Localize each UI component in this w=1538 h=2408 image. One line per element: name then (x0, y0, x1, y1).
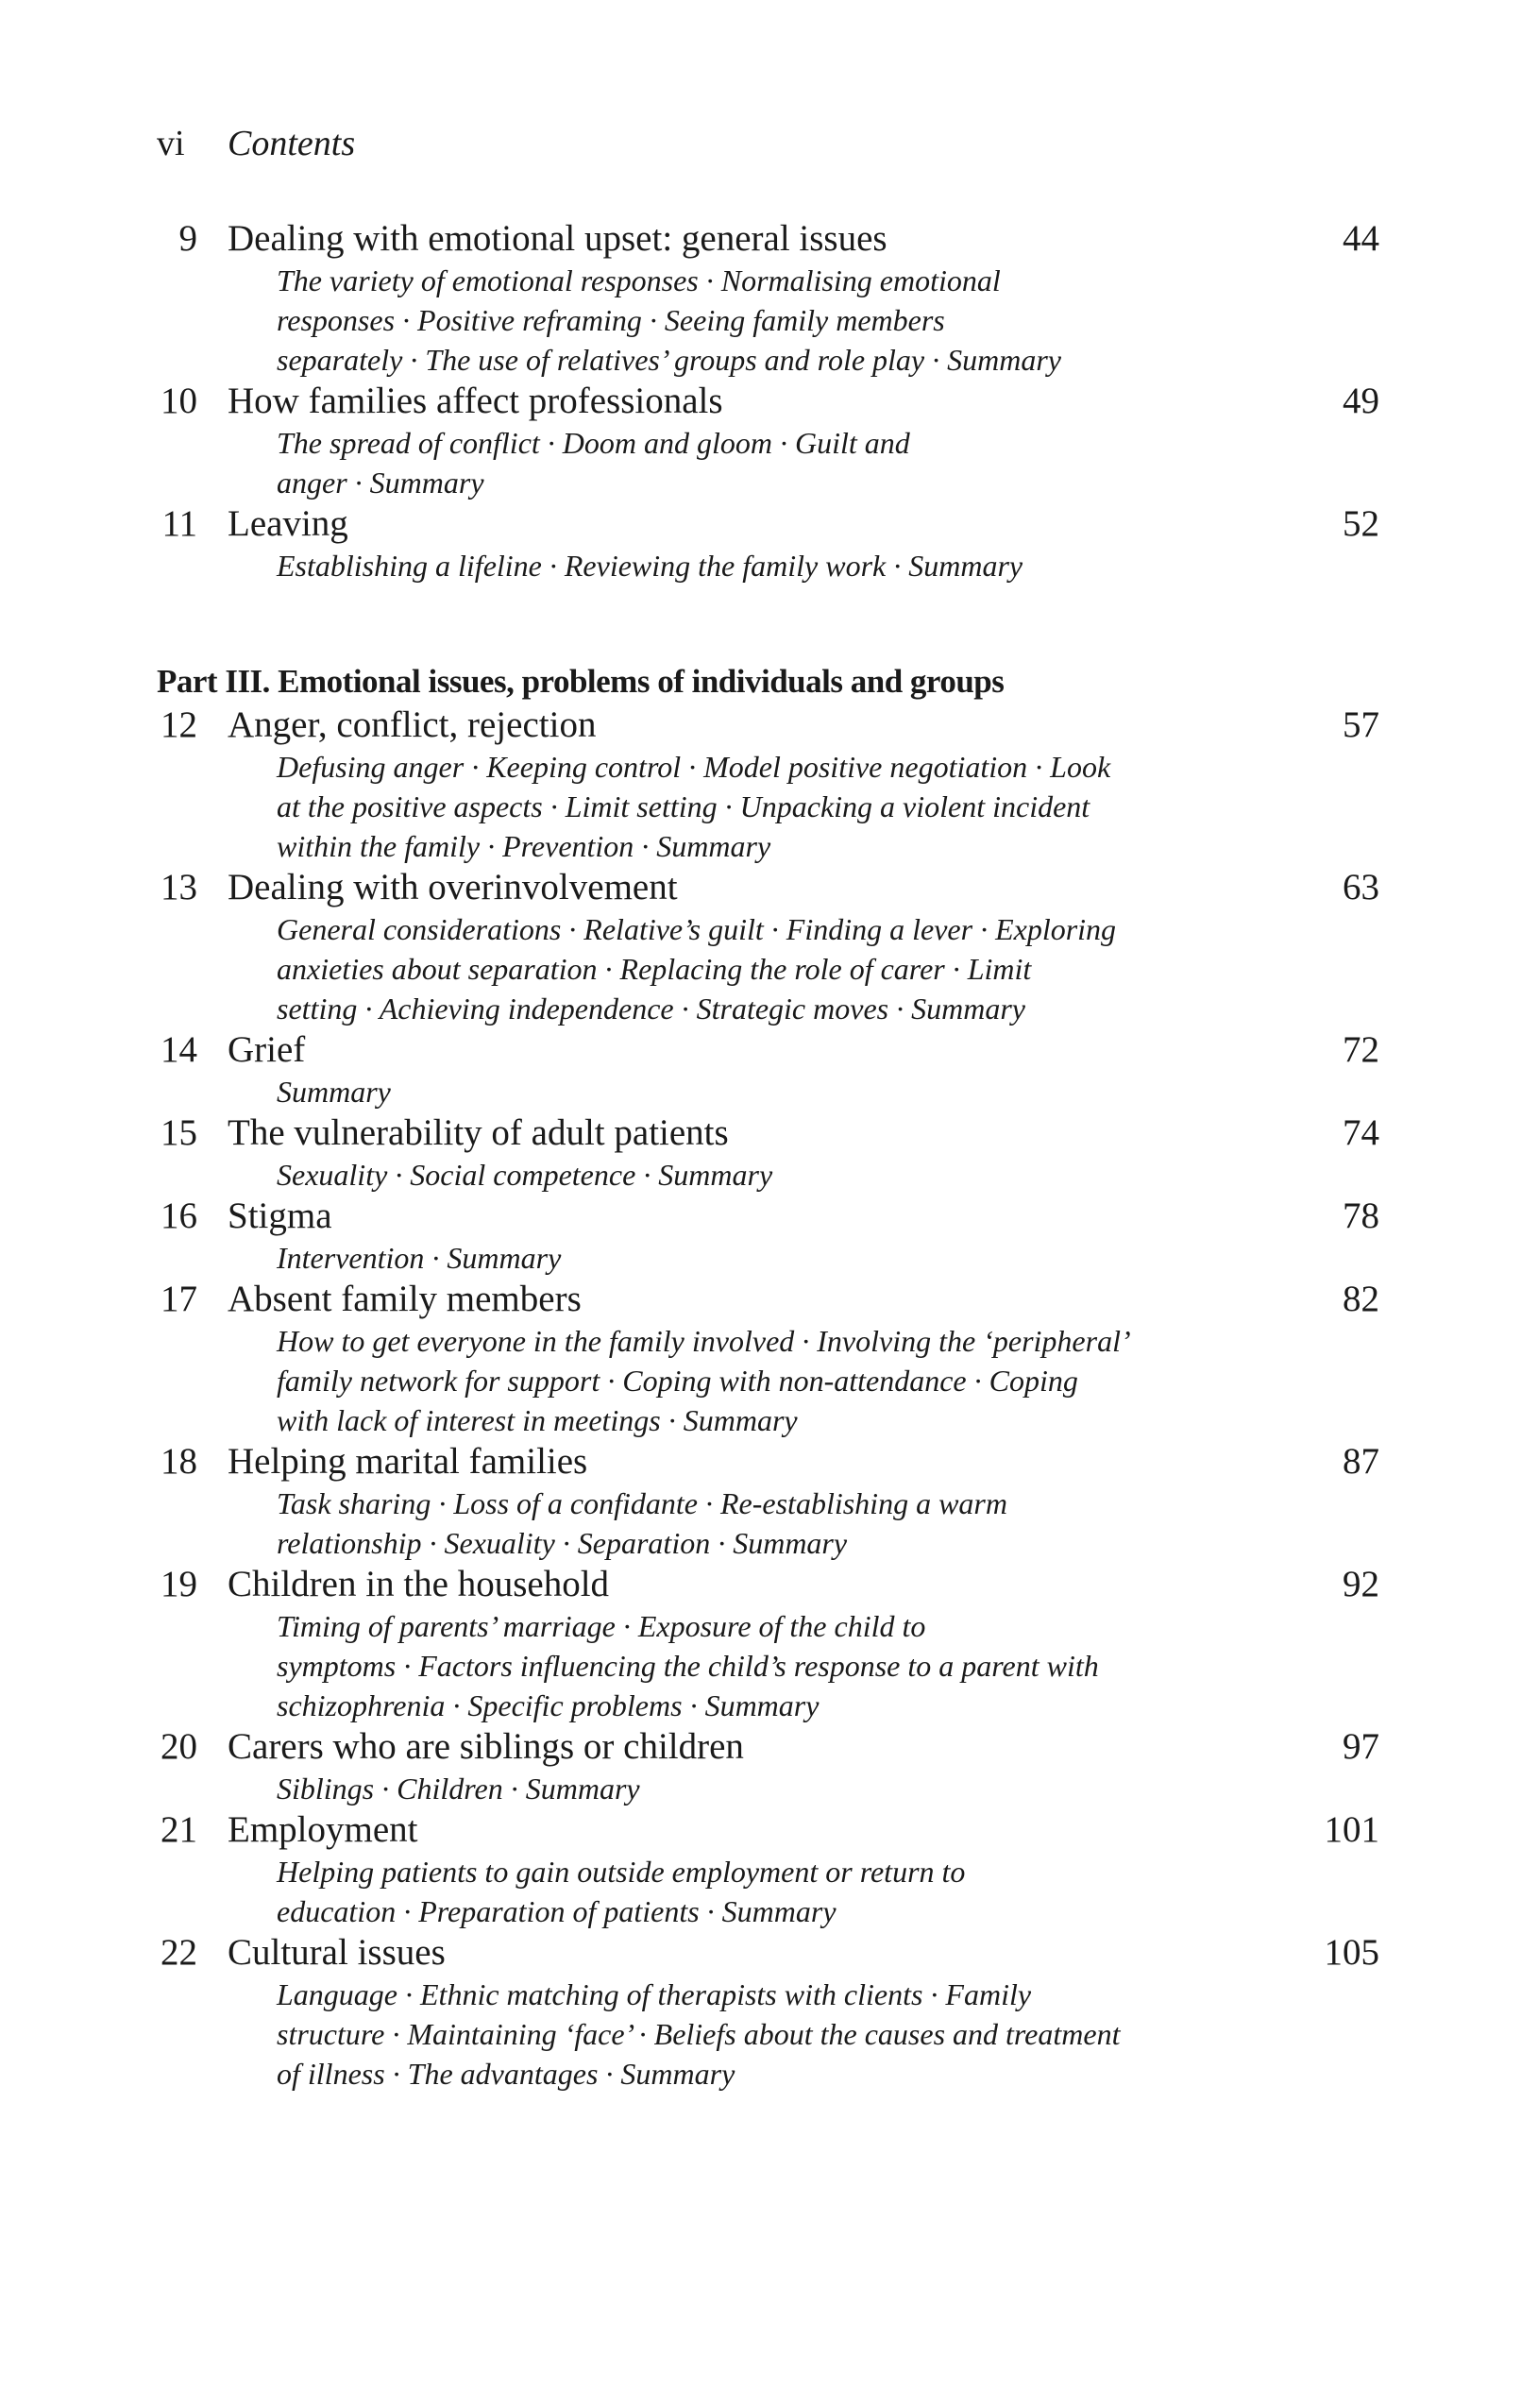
section-list-line: General considerations · Relative’s guilt · Finding a lever · Exploring (277, 912, 1117, 946)
chapter-entry[interactable] (0, 1440, 1538, 1484)
running-head (157, 121, 355, 166)
chapter-title: Anger, conflict, rejection (228, 704, 597, 745)
chapter-page-number: 82 (1343, 1279, 1379, 1319)
chapter-title: Cultural issues (228, 1932, 446, 1973)
section-list-line: of illness · The advantages · Summary (277, 2057, 735, 2091)
chapter-entry[interactable] (0, 1931, 1538, 1975)
section-list-line: Summary (277, 1075, 391, 1109)
toc-part-3 (0, 660, 1538, 2094)
section-list-line: The variety of emotional responses · Normalising emotional (277, 263, 1001, 297)
section-list-line: at the positive aspects · Limit setting · Unpacking a violent incident (277, 789, 1090, 823)
chapter-page-number: 49 (1343, 381, 1379, 421)
chapter-entry[interactable] (0, 502, 1538, 546)
chapter-title: How families affect professionals (228, 381, 723, 421)
chapter-number: 11 (161, 503, 197, 544)
chapter-entry[interactable] (0, 704, 1538, 747)
chapter-entry[interactable] (0, 1195, 1538, 1238)
chapter-number: 19 (161, 1564, 197, 1604)
chapter-page-number: 74 (1343, 1112, 1379, 1153)
chapter-entry[interactable] (0, 1725, 1538, 1769)
chapter-title: Employment (228, 1809, 418, 1850)
section-list-line: separately · The use of relatives’ groups and role play · Summary (277, 343, 1061, 377)
section-list-line: with lack of interest in meetings · Summary (277, 1403, 798, 1437)
running-title: Contents (228, 124, 356, 163)
chapter-title: Leaving (228, 503, 348, 544)
chapter-page-number: 101 (1324, 1809, 1379, 1850)
section-list-line: setting · Achieving independence · Strategic moves · Summary (277, 992, 1025, 1026)
chapter-page-number: 63 (1343, 867, 1379, 907)
chapter-number: 17 (161, 1279, 197, 1319)
chapter-entry[interactable] (0, 1808, 1538, 1852)
chapter-entry[interactable] (0, 1278, 1538, 1321)
section-list-line: Timing of parents’ marriage · Exposure of the child to (277, 1609, 926, 1643)
chapter-page-number: 78 (1343, 1196, 1379, 1236)
section-list-line: within the family · Prevention · Summary (277, 829, 771, 863)
part-heading: Part III. Emotional issues, problems of individuals and groups (157, 663, 1005, 700)
chapter-number: 16 (161, 1196, 197, 1236)
chapter-page-number: 97 (1343, 1726, 1379, 1767)
section-list-line: Helping patients to gain outside employment or return to (277, 1855, 966, 1889)
chapter-title: Absent family members (228, 1279, 582, 1319)
chapter-number: 9 (178, 218, 197, 259)
chapter-page-number: 92 (1343, 1564, 1379, 1604)
chapter-page-number: 57 (1343, 704, 1379, 745)
chapter-title: Children in the household (228, 1564, 610, 1604)
chapter-number: 20 (161, 1726, 197, 1767)
section-list-line: Sexuality · Social competence · Summary (277, 1158, 773, 1192)
chapter-entry[interactable] (0, 1028, 1538, 1072)
section-list-line: structure · Maintaining ‘face’ · Beliefs about the causes and treatment (277, 2017, 1121, 2051)
chapter-page-number: 87 (1343, 1441, 1379, 1482)
chapter-number: 21 (161, 1809, 197, 1850)
chapter-title: Dealing with emotional upset: general issues (228, 218, 887, 259)
section-list-line: education · Preparation of patients · Summary (277, 1894, 837, 1928)
section-list-line: How to get everyone in the family involved · Involving the ‘peripheral’ (277, 1324, 1131, 1358)
section-list-line: symptoms · Factors influencing the child’s response to a parent with (277, 1649, 1099, 1683)
chapter-number: 13 (161, 867, 197, 907)
chapter-page-number: 72 (1343, 1029, 1379, 1070)
page-folio: vi (157, 124, 185, 163)
chapter-title: Helping marital families (228, 1441, 588, 1482)
chapter-title: Grief (228, 1029, 306, 1070)
chapter-number: 18 (161, 1441, 197, 1482)
chapter-title: The vulnerability of adult patients (228, 1112, 729, 1153)
chapter-title: Carers who are siblings or children (228, 1726, 744, 1767)
chapter-entry[interactable] (0, 866, 1538, 909)
section-list-line: The spread of conflict · Doom and gloom · Guilt and (277, 426, 910, 460)
section-list-line: Siblings · Children · Summary (277, 1772, 640, 1806)
section-list-line: family network for support · Coping with non-attendance · Coping (277, 1364, 1078, 1398)
chapter-number: 15 (161, 1112, 197, 1153)
chapter-number: 10 (161, 381, 197, 421)
section-list-line: relationship · Sexuality · Separation · Summary (277, 1526, 848, 1560)
chapter-entry[interactable] (0, 217, 1538, 261)
section-list-line: responses · Positive reframing · Seeing family members (277, 303, 945, 337)
chapter-number: 14 (161, 1029, 197, 1070)
chapter-title: Dealing with overinvolvement (228, 867, 678, 907)
chapter-entry[interactable] (0, 1563, 1538, 1606)
toc-group-part2-end (0, 217, 1538, 585)
chapter-title: Stigma (228, 1196, 332, 1236)
chapter-page-number: 52 (1343, 503, 1379, 544)
section-list-line: anger · Summary (277, 466, 484, 500)
section-list-line: schizophrenia · Specific problems · Summary (277, 1688, 820, 1722)
chapter-entry[interactable] (0, 380, 1538, 423)
section-list-line: Language · Ethnic matching of therapists with clients · Family (277, 1977, 1032, 2011)
chapter-number: 22 (161, 1932, 197, 1973)
section-list-line: Intervention · Summary (277, 1241, 562, 1275)
chapter-number: 12 (161, 704, 197, 745)
section-list-line: Defusing anger · Keeping control · Model positive negotiation · Look (277, 750, 1111, 784)
chapter-page-number: 44 (1343, 218, 1379, 259)
section-list-line: Establishing a lifeline · Reviewing the family work · Summary (277, 549, 1023, 583)
chapter-page-number: 105 (1324, 1932, 1379, 1973)
chapter-entry[interactable] (0, 1111, 1538, 1155)
section-list-line: anxieties about separation · Replacing the role of carer · Limit (277, 952, 1032, 986)
section-list-line: Task sharing · Loss of a confidante · Re-establishing a warm (277, 1486, 1007, 1520)
